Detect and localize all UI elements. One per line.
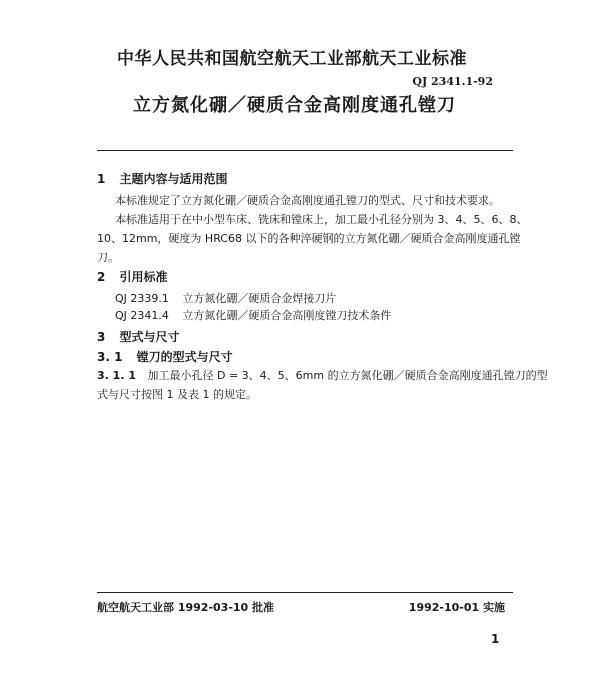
section-1-paragraph-2-line-2: 10、12mm，硬度为 HRC68 以下的各种淬硬钢的立方氮化硼／硬质合金高刚度通孔镗 xyxy=(97,232,521,245)
standard-code: QJ 2341.1-92 xyxy=(412,75,493,88)
approval-line: 航空航天工业部 1992-03-10 批准 xyxy=(97,601,275,614)
issuing-agency: 中华人民共和国航空航天工业部航天工业标准 xyxy=(117,49,467,69)
reference-name: 立方氮化硼／硬质合金高刚度镗刀技术条件 xyxy=(182,309,392,322)
footer-rule xyxy=(97,592,513,593)
document-title: 立方氮化硼／硬质合金高刚度通孔镗刀 xyxy=(133,95,456,116)
header-rule xyxy=(97,150,513,151)
section-1-paragraph-2-line-1: 本标准适用于在中小型车床、铣床和镗床上，加工最小孔径分别为 3、4、5、6、8、 xyxy=(115,213,528,226)
section-number: 2 xyxy=(97,270,106,284)
section-title: 镗刀的型式与尺寸 xyxy=(136,350,233,364)
reference-code: QJ 2341.4 xyxy=(115,309,169,322)
section-number: 3 xyxy=(97,330,106,344)
section-1-heading xyxy=(97,170,228,187)
section-number: 1 xyxy=(97,172,106,186)
section-number: 3. 1 xyxy=(97,350,123,364)
section-title: 型式与尺寸 xyxy=(119,330,180,344)
section-2-heading xyxy=(97,268,168,285)
section-3-1-1-line-2: 式与尺寸按图 1 及表 1 的规定。 xyxy=(97,388,257,401)
section-title: 引用标准 xyxy=(119,270,168,284)
section-3-1-heading xyxy=(97,348,233,365)
reference-code: QJ 2339.1 xyxy=(115,292,169,305)
effective-date: 1992-10-01 实施 xyxy=(408,601,505,614)
section-1-paragraph-2-line-3: 刀。 xyxy=(97,251,119,264)
section-number: 3. 1. 1 xyxy=(97,369,136,382)
section-title: 主题内容与适用范围 xyxy=(119,172,228,186)
section-3-1-1-line-1 xyxy=(97,367,548,383)
reference-item xyxy=(115,307,391,323)
reference-name: 立方氮化硼／硬质合金焊接刀片 xyxy=(182,292,337,305)
reference-item xyxy=(115,290,336,306)
section-3-heading xyxy=(97,328,180,345)
page-number: 1 xyxy=(491,632,500,646)
section-text: 加工最小孔径 D = 3、4、5、6mm 的立方氮化硼／硬质合金高刚度通孔镗刀的型 xyxy=(147,369,548,382)
section-1-paragraph-1: 本标准规定了立方氮化硼／硬质合金高刚度通孔镗刀的型式、尺寸和技术要求。 xyxy=(115,194,500,207)
